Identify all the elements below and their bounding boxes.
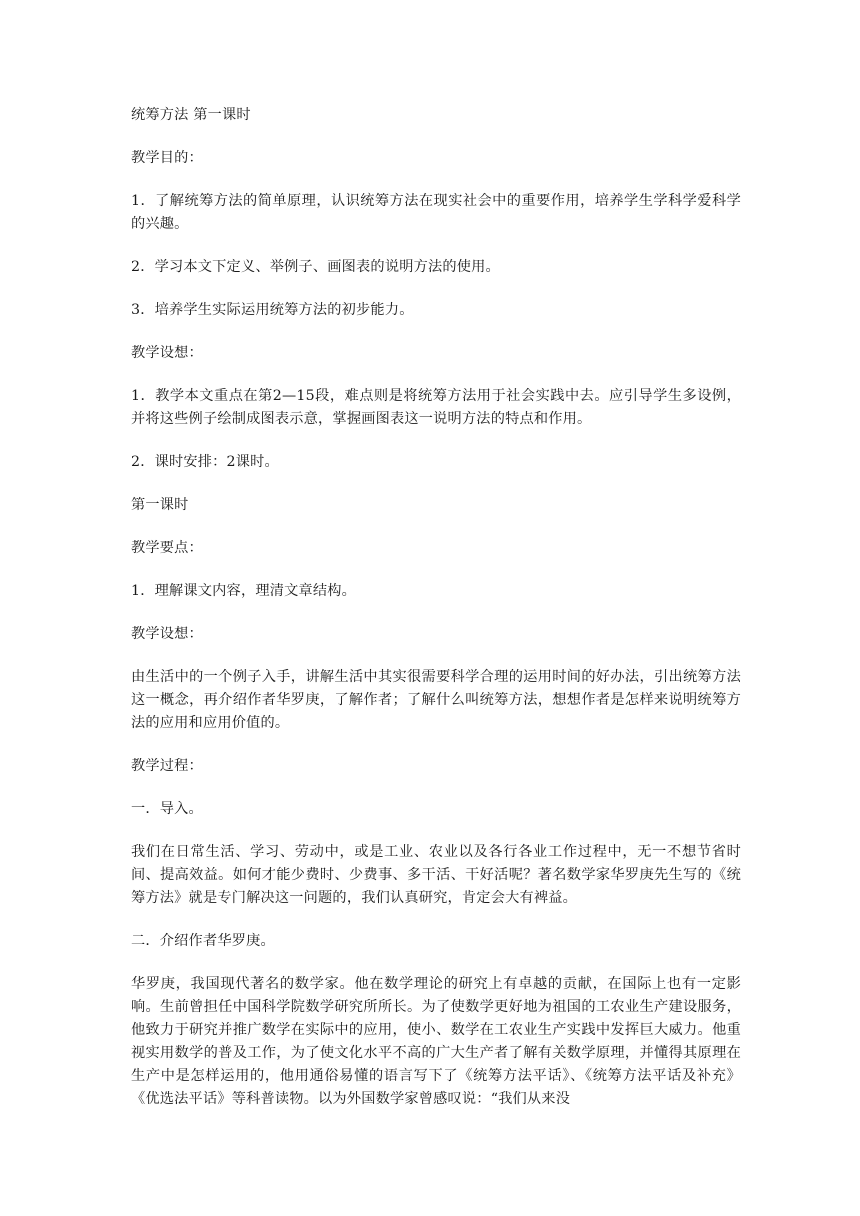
document-body xyxy=(131,104,741,1131)
process-step-author-heading: 二．介绍作者华罗庚。 xyxy=(131,933,275,949)
objective-item-3: 3．培养学生实际运用统筹方法的初步能力。 xyxy=(131,302,414,318)
objective-item-1: 1．了解统筹方法的简单原理，认识统筹方法在现实社会中的重要作用，培养学生学科学爱科学的兴趣。 xyxy=(131,193,741,232)
section-heading-design: 教学设想： xyxy=(131,345,203,361)
key-point-item-1: 1．理解课文内容，理清文章结构。 xyxy=(131,583,357,599)
intro-paragraph: 我们在日常生活、学习、劳动中，或是工业、农业以及各行各业工作过程中，无一不想节省时间、提高效益。如何才能少费时、少费事、多干活、干好活呢？著名数学家华罗庚先生写的《统筹方法》就是专门解决这一问题的，我们认真研究，肯定会大有裨益。 xyxy=(131,844,741,906)
process-step-intro-heading: 一．导入。 xyxy=(131,801,203,817)
design-item-1: 1．教学本文重点在第2—15段，难点则是将统筹方法用于社会实践中去。应引导学生多设例，并将这些例子绘制成图表示意，掌握画图表这一说明方法的特点和作用。 xyxy=(131,388,741,427)
section-heading-process: 教学过程： xyxy=(131,758,203,774)
section-heading-key-points: 教学要点： xyxy=(131,540,203,556)
section-heading-design-2: 教学设想： xyxy=(131,626,203,642)
section-heading-first-lesson: 第一课时 xyxy=(131,497,189,513)
section-heading-objectives: 教学目的： xyxy=(131,150,203,166)
design-paragraph: 由生活中的一个例子入手，讲解生活中其实很需要科学合理的运用时间的好办法，引出统筹方法这一概念，再介绍作者华罗庚，了解作者；了解什么叫统筹方法，想想作者是怎样来说明统筹方法的应用和应用价值的。 xyxy=(131,669,741,731)
lesson-title: 统筹方法 第一课时 xyxy=(131,107,251,123)
author-paragraph: 华罗庚，我国现代著名的数学家。他在数学理论的研究上有卓越的贡献，在国际上也有一定影响。生前曾担任中国科学院数学研究所所长。为了使数学更好地为祖国的工农业生产建设服务，他致力于研究并推广数学在实际中的应用，使小、数学在工农业生产实践中发挥巨大威力。他重视实用数学的普及工作，为了使文化水平不高的广大生产者了解有关数学原理，并懂得其原理在生产中是怎样运用的，他用通俗易懂的语言写下了《统筹方法平话》、《统筹方法平话及补充》《优选法平话》等科普读物。以为外国数学家曾感叹说：“我们从来没 xyxy=(131,976,741,1107)
objective-item-2: 2．学习本文下定义、举例子、画图表的说明方法的使用。 xyxy=(131,259,500,275)
design-item-2: 2．课时安排：2课时。 xyxy=(131,454,279,470)
